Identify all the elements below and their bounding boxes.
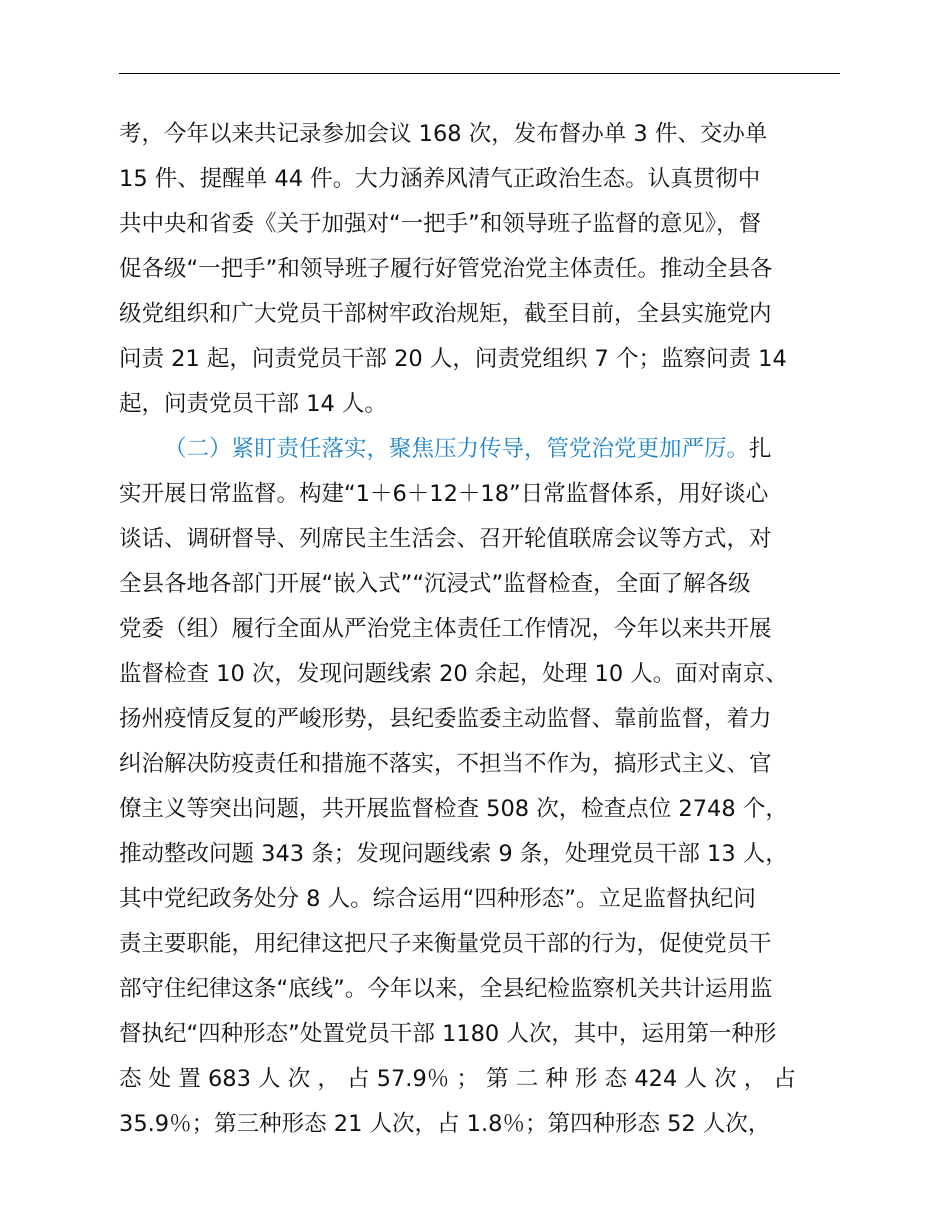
- body-line: 级党组织和广大党员干部树牢政治规矩，截至目前，全县实施党内: [119, 301, 772, 327]
- body-line: 督执纪“四种形态”处置党员干部 1180 人次，其中，运用第一种形: [119, 1021, 777, 1047]
- body-line: 起，问责党员干部 14 人。: [119, 391, 387, 417]
- body-line: 谈话、调研督导、列席民主生活会、召开轮值联席会议等方式，对: [119, 526, 772, 552]
- body-line: 35.9％；第三种形态 21 人次，占 1.8％；第四种形态 52 人次，: [119, 1111, 771, 1137]
- body-line: 态 处 置 683 人 次 ， 占 57.9％ ； 第 二 种 形 态 424 人 次 ， 占: [119, 1066, 796, 1092]
- section-heading-tail: 扎: [749, 436, 772, 462]
- body-line: 扬州疫情反复的严峻形势，县纪委监委主动监督、靠前监督，着力: [119, 706, 772, 732]
- body-line: 监督检查 10 次，发现问题线索 20 余起，处理 10 人。面对南京、: [119, 661, 788, 687]
- body-line: 纠治解决防疫责任和措施不落实，不担当不作为，搞形式主义、官: [119, 751, 772, 777]
- section-heading: （二）紧盯责任落实，聚焦压力传导，管党治党更加严厉。: [164, 436, 750, 462]
- body-line: 促各级“一把手”和领导班子履行好管党治党主体责任。推动全县各: [119, 256, 773, 282]
- body-line: 其中党纪政务处分 8 人。综合运用“四种形态”。立足监督执纪问: [119, 886, 756, 912]
- body-line: 党委（组）履行全面从严治党主体责任工作情况，今年以来共开展: [119, 616, 772, 642]
- body-line: 共中央和省委《关于加强对“一把手”和领导班子监督的意见》，督: [119, 211, 762, 237]
- body-line: 考，今年以来共记录参加会议 168 次，发布督办单 3 件、交办单: [119, 121, 768, 147]
- body-line: 僚主义等突出问题，共开展监督检查 508 次，检查点位 2748 个，: [119, 796, 788, 822]
- header-rule: [119, 73, 840, 74]
- body-line: 部守住纪律这条“底线”。今年以来，全县纪检监察机关共计运用监: [119, 976, 773, 1002]
- body-line: 责主要职能，用纪律这把尺子来衡量党员干部的行为，促使党员干: [119, 931, 772, 957]
- section-heading-line: [164, 434, 772, 464]
- body-line: 实开展日常监督。构建“1＋6＋12＋18”日常监督体系，用好谈心: [119, 481, 769, 507]
- body-line: 问责 21 起，问责党员干部 20 人，问责党组织 7 个；监察问责 14: [119, 346, 787, 372]
- body-line: 15 件、提醒单 44 件。大力涵养风清气正政治生态。认真贯彻中: [119, 166, 761, 192]
- body-line: 推动整改问题 343 条；发现问题线索 9 条，处理党员干部 13 人，: [119, 841, 788, 867]
- body-line: 全县各地各部门开展“嵌入式”“沉浸式”监督检查，全面了解各级: [119, 571, 751, 597]
